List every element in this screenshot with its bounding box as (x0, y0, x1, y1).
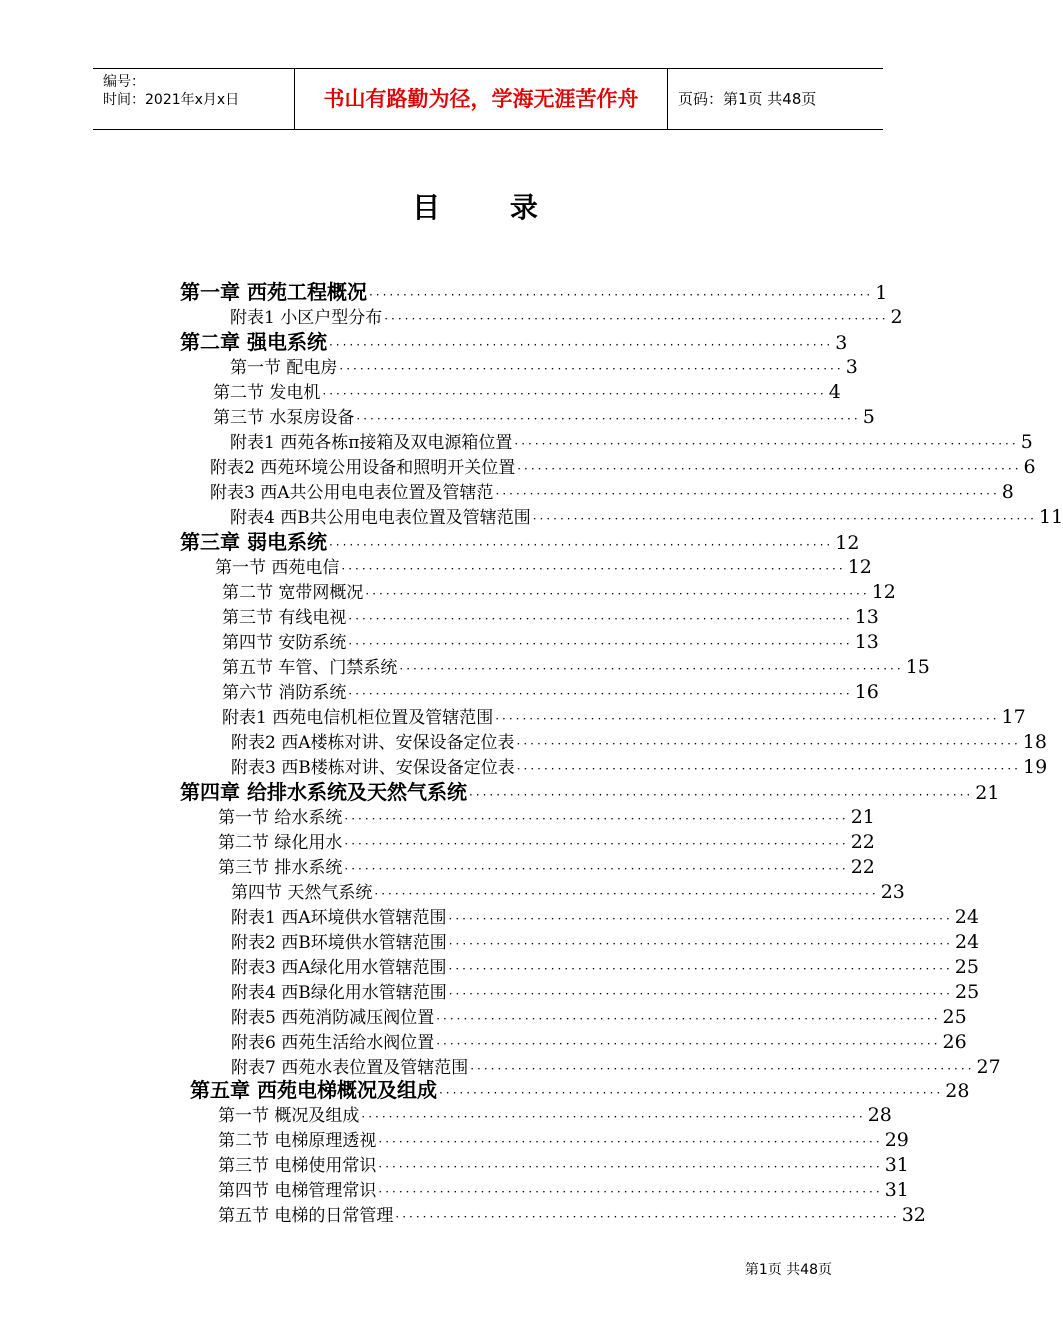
toc-page-number: 2 (890, 306, 903, 328)
toc-leader-dots: ·········································································· (438, 1086, 944, 1100)
toc-label: 第一章 西苑工程概况 (180, 280, 367, 304)
toc-label: 第一节 概况及组成 (218, 1106, 360, 1126)
toc-item (222, 680, 879, 705)
toc-label: 附表1 西A环境供水管辖范围 (231, 908, 447, 928)
toc-label: 第三节 有线电视 (222, 608, 347, 628)
toc-label: 附表3 西B楼栋对讲、安保设备定位表 (231, 758, 515, 778)
toc-page-number: 31 (884, 1154, 909, 1176)
toc-item (231, 980, 980, 1005)
toc-leader-dots: ·········································································· (395, 1210, 900, 1224)
toc-leader-dots: ·········································································· (495, 712, 1000, 726)
toc-leader-dots: ·········································································· (448, 937, 953, 951)
toc-page-number: 24 (955, 931, 980, 953)
toc-leader-dots: ·········································································· (344, 862, 849, 876)
toc-label: 附表1 西苑电信机柜位置及管辖范围 (222, 708, 494, 728)
page-footer: 第1页 共48页 (744, 1262, 832, 1278)
toc-page-number: 18 (1022, 731, 1047, 753)
toc-label: 附表7 西苑水表位置及管辖范围 (231, 1058, 469, 1078)
toc-label: 第二节 宽带网概况 (222, 583, 364, 603)
toc-page-number: 3 (845, 356, 858, 378)
toc-item (231, 930, 980, 955)
toc-item (215, 555, 872, 580)
toc-leader-dots: ·········································································· (516, 762, 1021, 776)
toc-item (230, 505, 1063, 530)
toc-item (231, 1030, 967, 1055)
toc-page-number: 5 (862, 406, 875, 428)
toc-page-number: 25 (942, 1006, 967, 1028)
toc-leader-dots: ·········································································· (378, 1185, 883, 1199)
header-motto: 书山有路勤为径，学海无涯苦作舟 (295, 69, 668, 129)
toc-item (222, 630, 879, 655)
toc-leader-dots: ·········································································· (436, 1012, 941, 1026)
toc-page-number: 3 (835, 332, 848, 354)
toc-chapter (180, 530, 860, 555)
header-page-info: 页码：第1页 共48页 (678, 90, 817, 108)
toc-item (210, 480, 1014, 505)
toc-item (213, 405, 875, 430)
number-label: 编号： (103, 74, 145, 90)
toc-leader-dots: ·········································································· (356, 412, 861, 426)
toc-item (213, 380, 841, 405)
toc-item (222, 580, 896, 605)
toc-page-number: 5 (1020, 431, 1033, 453)
toc-label: 第二节 绿化用水 (218, 833, 343, 853)
toc-page-number: 6 (1023, 456, 1036, 478)
toc-leader-dots: ·········································································· (448, 987, 953, 1001)
toc-label: 附表1 西苑各栋π接箱及双电源箱位置 (230, 433, 513, 453)
toc-page-number: 12 (847, 556, 872, 578)
toc-label: 第二节 电梯原理透视 (218, 1131, 377, 1151)
toc-item (218, 1203, 926, 1228)
toc-item (218, 1178, 909, 1203)
toc-page-number: 21 (850, 806, 875, 828)
toc-leader-dots: ·········································································· (532, 512, 1037, 526)
toc-item (222, 655, 930, 680)
toc-label: 附表4 西B共公用电电表位置及管辖范围 (230, 508, 531, 528)
toc-page-number: 22 (850, 831, 875, 853)
toc-chapter (180, 780, 1000, 805)
toc-label: 附表3 西A绿化用水管辖范围 (231, 958, 447, 978)
toc-leader-dots: ·········································································· (470, 1062, 975, 1076)
toc-page-number: 13 (854, 606, 879, 628)
toc-label: 第五章 西苑电梯概况及组成 (190, 1078, 437, 1102)
toc-page-number: 24 (954, 906, 979, 928)
toc-leader-dots: ·········································································· (344, 837, 849, 851)
toc-item (218, 855, 875, 880)
toc-item (231, 1005, 967, 1030)
toc-label: 附表5 西苑消防减压阀位置 (231, 1008, 435, 1028)
toc-label: 第三节 电梯使用常识 (218, 1156, 377, 1176)
toc-label: 附表2 西苑环境公用设备和照明开关位置 (210, 458, 516, 478)
toc-label: 第五节 车管、门禁系统 (222, 658, 398, 678)
toc-page-number: 27 (976, 1056, 1001, 1078)
toc-leader-dots: ·········································································· (495, 487, 1000, 501)
toc-page-number: 16 (854, 681, 879, 703)
toc-label: 第六节 消防系统 (222, 683, 347, 703)
toc-page-number: 4 (828, 381, 841, 403)
toc-label: 第一节 西苑电信 (215, 558, 340, 578)
toc-item (218, 805, 875, 830)
toc-chapter (180, 330, 848, 355)
toc-label: 附表4 西B绿化用水管辖范围 (231, 983, 447, 1003)
toc-page-number: 31 (884, 1179, 909, 1201)
toc-item (210, 455, 1036, 480)
toc-page-number: 11 (1039, 506, 1063, 528)
toc-label: 第四节 电梯管理常识 (218, 1181, 377, 1201)
toc-page-number: 1 (875, 282, 888, 304)
toc-leader-dots: ·········································································· (399, 662, 904, 676)
toc-label: 第三章 弱电系统 (180, 530, 327, 554)
toc-leader-dots: ·········································································· (365, 587, 870, 601)
toc-item (222, 705, 1026, 730)
toc-leader-dots: ·········································································· (368, 288, 874, 302)
toc-page-number: 25 (955, 981, 980, 1003)
toc-page-number: 12 (835, 532, 860, 554)
toc-leader-dots: ·········································································· (344, 812, 849, 826)
toc-label: 附表6 西苑生活给水阀位置 (231, 1033, 435, 1053)
toc-item (231, 730, 1047, 755)
toc-label: 附表2 西B环境供水管辖范围 (231, 933, 447, 953)
toc-label: 第五节 电梯的日常管理 (218, 1206, 394, 1226)
toc-leader-dots: ·········································································· (468, 788, 974, 802)
toc-label: 第四节 天然气系统 (231, 883, 373, 903)
toc-label: 第三节 水泵房设备 (213, 408, 355, 428)
toc-label: 第四节 安防系统 (222, 633, 347, 653)
toc-page-number: 28 (867, 1104, 892, 1126)
toc-page-number: 26 (942, 1031, 967, 1053)
toc-leader-dots: ·········································································· (378, 1135, 883, 1149)
toc-label: 第二章 强电系统 (180, 330, 327, 354)
toc-item (218, 1153, 909, 1178)
toc-page-number: 23 (880, 881, 905, 903)
toc-leader-dots: ·········································································· (328, 538, 834, 552)
toc-page-number: 13 (854, 631, 879, 653)
toc-leader-dots: ·········································································· (517, 462, 1022, 476)
toc-page-number: 8 (1001, 481, 1014, 503)
toc-item (231, 880, 905, 905)
toc-item (231, 905, 979, 930)
page-title: 目 录 (412, 191, 568, 224)
toc-page-number: 17 (1001, 706, 1026, 728)
toc-item (222, 605, 879, 630)
toc-leader-dots: ·········································································· (339, 362, 844, 376)
toc-leader-dots: ·········································································· (348, 637, 853, 651)
toc-item (218, 1103, 892, 1128)
toc-label: 附表2 西A楼栋对讲、安保设备定位表 (231, 733, 515, 753)
toc-leader-dots: ·········································································· (448, 962, 953, 976)
toc-item (231, 955, 979, 980)
toc-item (231, 755, 1048, 780)
toc-leader-dots: ·········································································· (378, 1160, 883, 1174)
toc-chapter (180, 280, 888, 305)
toc-label: 第三节 排水系统 (218, 858, 343, 878)
toc-item (230, 430, 1033, 455)
toc-page-number: 29 (884, 1129, 909, 1151)
toc-label: 第四章 给排水系统及天然气系统 (180, 780, 467, 804)
toc-page-number: 15 (905, 656, 930, 678)
toc-label: 第一节 给水系统 (218, 808, 343, 828)
toc-leader-dots: ·········································································· (516, 737, 1021, 751)
toc-item (218, 830, 875, 855)
toc-leader-dots: ·········································································· (361, 1110, 866, 1124)
toc-page-number: 32 (901, 1204, 926, 1226)
toc-page-number: 12 (871, 581, 896, 603)
toc-label: 第二节 发电机 (213, 383, 321, 403)
toc-page-number: 21 (975, 782, 1000, 804)
toc-page-number: 25 (954, 956, 979, 978)
toc-label: 第一节 配电房 (230, 358, 338, 378)
toc-item (230, 305, 903, 330)
toc-leader-dots: ·········································································· (348, 687, 853, 701)
toc-item (230, 355, 858, 380)
time-label: 时间：2021年x月x日 (103, 92, 240, 108)
toc-leader-dots: ·········································································· (328, 338, 834, 352)
toc-leader-dots: ·········································································· (448, 912, 953, 926)
toc-leader-dots: ·········································································· (322, 387, 827, 401)
toc-item (218, 1128, 909, 1153)
toc-leader-dots: ·········································································· (514, 437, 1019, 451)
toc-item (231, 1055, 1001, 1080)
toc-chapter (190, 1078, 970, 1103)
toc-leader-dots: ·········································································· (348, 612, 853, 626)
toc-label: 附表1 小区户型分布 (230, 308, 383, 328)
toc-leader-dots: ·········································································· (341, 562, 846, 576)
toc-label: 附表3 西A共公用电电表位置及管辖范 (210, 483, 494, 503)
toc-leader-dots: ·········································································· (436, 1037, 941, 1051)
toc-page-number: 19 (1023, 756, 1048, 778)
toc-leader-dots: ·········································································· (374, 887, 879, 901)
toc-leader-dots: ·········································································· (384, 312, 889, 326)
toc-page-number: 22 (850, 856, 875, 878)
toc-page-number: 28 (945, 1080, 970, 1102)
